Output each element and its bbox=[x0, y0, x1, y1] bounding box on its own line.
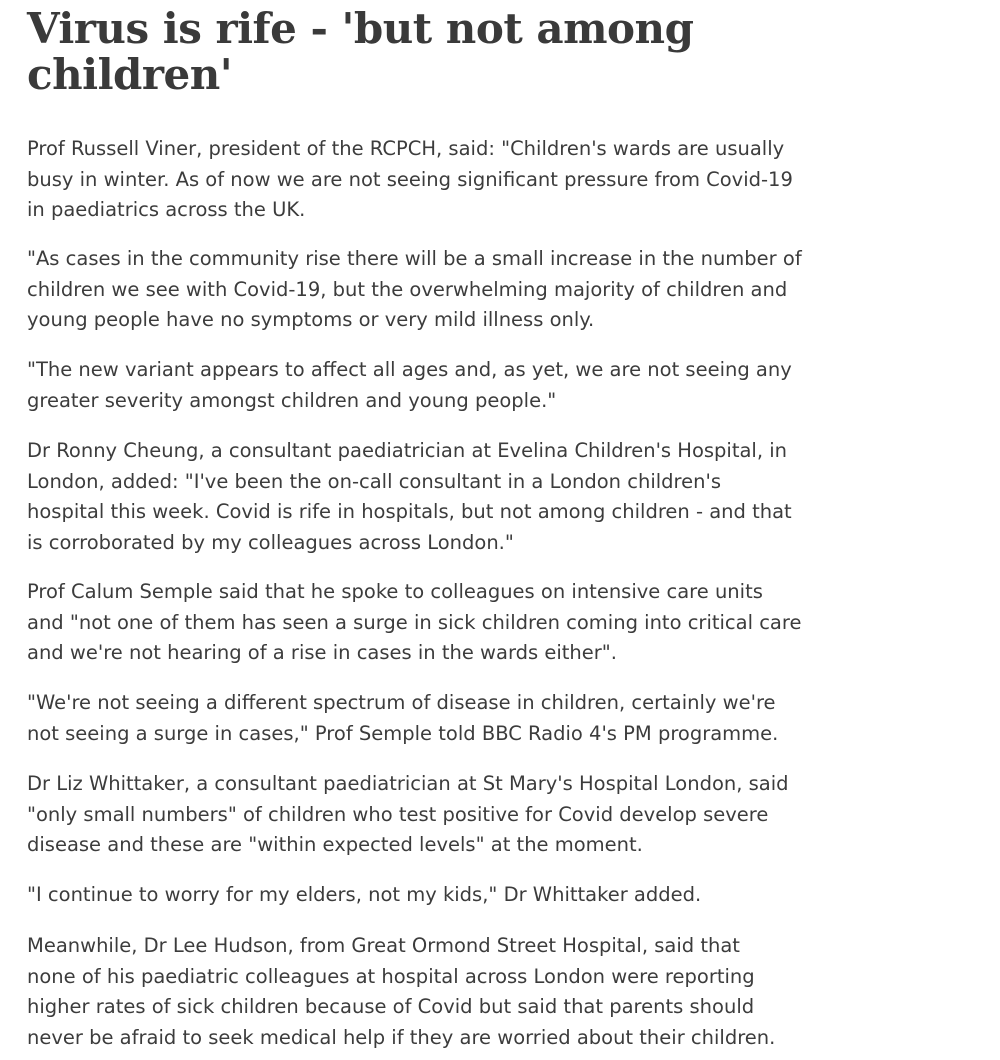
text-line: higher rates of sick children because of Covid but said that parents should bbox=[27, 995, 755, 1018]
text-line: Dr Ronny Cheung, a consultant paediatrician at Evelina Children's Hospital, in bbox=[27, 439, 788, 462]
article-headline bbox=[27, 6, 987, 98]
text-line: Prof Russell Viner, president of the RCPCH, said: "Children's wards are usually bbox=[27, 137, 785, 160]
paragraph-hudson bbox=[27, 931, 987, 1053]
text-line: Dr Liz Whittaker, a consultant paediatrician at St Mary's Hospital London, said bbox=[27, 772, 789, 795]
text-line: young people have no symptoms or very mild illness only. bbox=[27, 308, 595, 331]
paragraph-whittaker-quote bbox=[27, 880, 987, 911]
paragraph-cheung bbox=[27, 436, 987, 558]
text-line: busy in winter. As of now we are not seeing significant pressure from Covid-19 bbox=[27, 167, 793, 191]
text-line: Prof Calum Semple said that he spoke to colleagues on intensive care units bbox=[27, 580, 763, 603]
paragraph-semple-icu bbox=[27, 577, 987, 669]
text-line: never be afraid to seek medical help if they are worried about their children. bbox=[27, 1025, 776, 1049]
text-line: not seeing a surge in cases," Prof Semple told BBC Radio 4's PM programme. bbox=[27, 721, 779, 745]
text-line: none of his paediatric colleagues at hospital across London were reporting bbox=[27, 964, 755, 988]
text-line: Meanwhile, Dr Lee Hudson, from Great Ormond Street Hospital, said that bbox=[27, 934, 740, 957]
text-line: children we see with Covid-19, but the overwhelming majority of children and bbox=[27, 277, 788, 301]
article bbox=[27, 0, 987, 1049]
text-line: "I continue to worry for my elders, not my kids," Dr Whittaker added. bbox=[27, 883, 702, 906]
text-line: "We're not seeing a different spectrum of disease in children, certainly we're bbox=[27, 691, 776, 714]
text-line: "As cases in the community rise there will be a small increase in the number of bbox=[27, 247, 802, 270]
text-line: and we're not hearing of a rise in cases in the wards either". bbox=[27, 641, 617, 664]
paragraph-viner-variant bbox=[27, 355, 987, 416]
text-line: is corroborated by my colleagues across London." bbox=[27, 530, 514, 554]
text-line: disease and these are "within expected levels" at the moment. bbox=[27, 833, 643, 856]
text-line: hospital this week. Covid is rife in hospitals, but not among children - and that bbox=[27, 500, 792, 523]
text-line: "only small numbers" of children who test positive for Covid develop severe bbox=[27, 802, 769, 826]
headline-line: Virus is rife - 'but not among bbox=[27, 4, 694, 53]
paragraph-viner-intro bbox=[27, 134, 987, 226]
text-line: greater severity amongst children and young people." bbox=[27, 388, 557, 412]
text-line: "The new variant appears to affect all ages and, as yet, we are not seeing any bbox=[27, 358, 792, 381]
paragraph-viner-cases bbox=[27, 244, 987, 336]
text-line: in paediatrics across the UK. bbox=[27, 198, 306, 221]
text-line: London, added: "I've been the on-call consultant in a London children's bbox=[27, 469, 722, 493]
paragraph-whittaker bbox=[27, 769, 987, 861]
paragraph-semple-radio bbox=[27, 688, 987, 749]
text-line: and "not one of them has seen a surge in sick children coming into critical care bbox=[27, 610, 802, 634]
headline-line: children' bbox=[27, 50, 233, 99]
